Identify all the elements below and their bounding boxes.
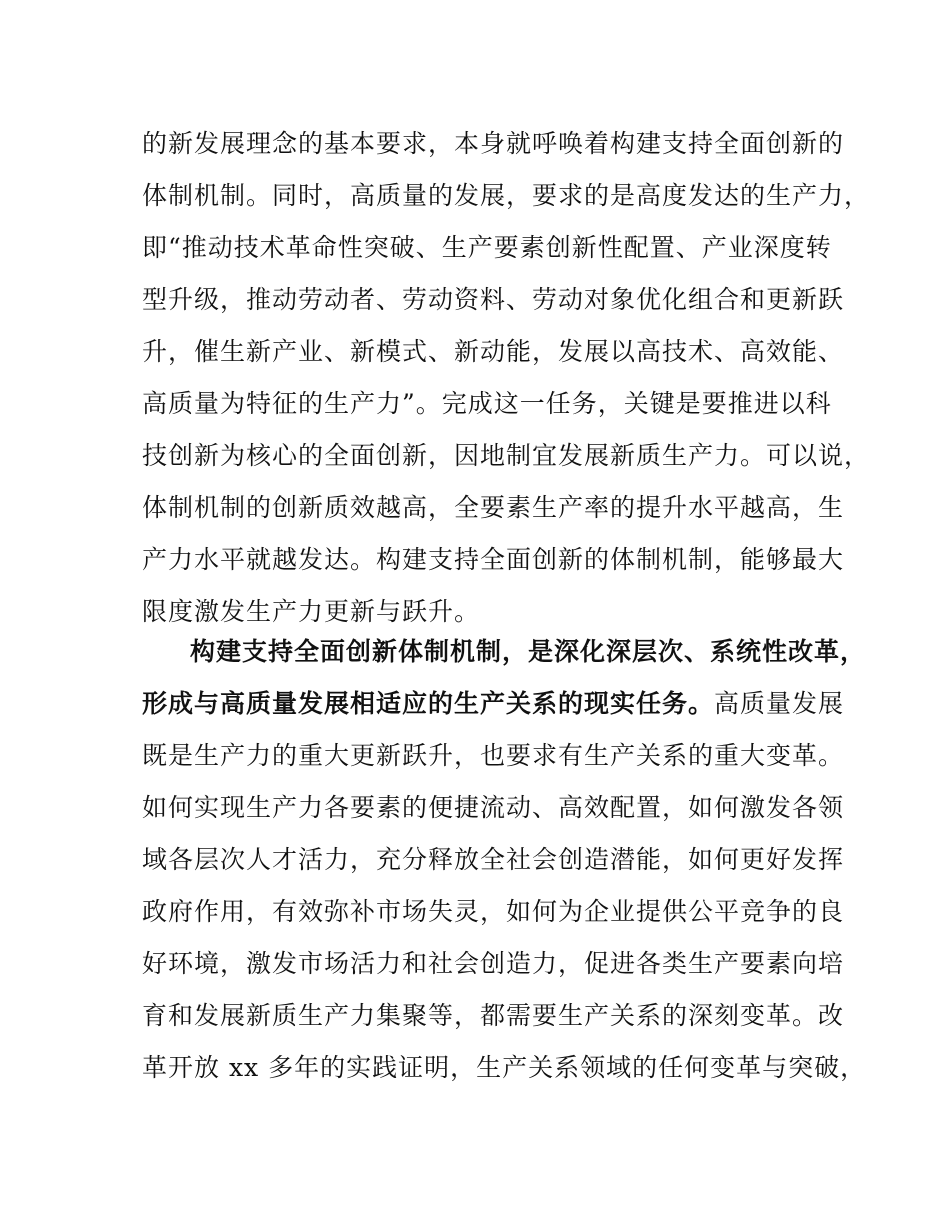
paragraph-1-line: 体制机制。同时，高质量的发展，要求的是高度发达的生产力，	[142, 181, 871, 210]
paragraph-1	[142, 118, 871, 638]
paragraph-1-line: 体制机制的创新质效越高，全要素生产率的提升水平越高，生	[142, 493, 845, 522]
paragraph-2-line: 政府作用，有效弥补市场失灵，如何为企业提供公平竞争的良	[142, 897, 845, 926]
paragraph-1-line: 限度激发生产力更新与跃升。	[142, 597, 481, 626]
paragraph-2-bold-lead-continued: 形成与高质量发展相适应的生产关系的现实任务。	[142, 689, 715, 718]
paragraph-2-line: 革开放 xx 多年的实践证明，生产关系领域的任何变革与突破，	[142, 1053, 867, 1082]
paragraph-1-line: 即“推动技术革命性突破、生产要素创新性配置、产业深度转	[142, 233, 832, 262]
paragraph-2-bold-lead: 构建支持全面创新体制机制，是深化深层次、系统性改革，	[190, 637, 867, 666]
paragraph-1-line: 的新发展理念的基本要求，本身就呼唤着构建支持全面创新的	[142, 129, 845, 158]
paragraph-2-line-rest: 高质量发展	[714, 689, 845, 718]
paragraph-2	[142, 626, 867, 1094]
paragraph-2-mixed-line	[142, 678, 845, 730]
paragraph-2-line: 好环境，激发市场活力和社会创造力，促进各类生产要素向培	[142, 949, 845, 978]
paragraph-2-line: 域各层次人才活力，充分释放全社会创造潜能，如何更好发挥	[142, 845, 845, 874]
paragraph-1-line: 产力水平就越发达。构建支持全面创新的体制机制，能够最大	[142, 545, 845, 574]
paragraph-2-line: 如何实现生产力各要素的便捷流动、高效配置，如何激发各领	[142, 793, 845, 822]
paragraph-1-line: 型升级，推动劳动者、劳动资料、劳动对象优化组合和更新跃	[142, 285, 845, 314]
paragraph-2-line: 育和发展新质生产力集聚等，都需要生产关系的深刻变革。改	[142, 1001, 845, 1030]
paragraph-2-heading-line	[142, 626, 867, 678]
paragraph-2-line: 既是生产力的重大更新跃升，也要求有生产关系的重大变革。	[142, 741, 845, 770]
paragraph-1-line: 高质量为特征的生产力”。完成这一任务，关键是要推进以科	[142, 389, 832, 418]
paragraph-1-line: 技创新为核心的全面创新，因地制宜发展新质生产力。可以说，	[142, 441, 871, 470]
paragraph-1-line: 升，催生新产业、新模式、新动能，发展以高技术、高效能、	[142, 337, 845, 366]
